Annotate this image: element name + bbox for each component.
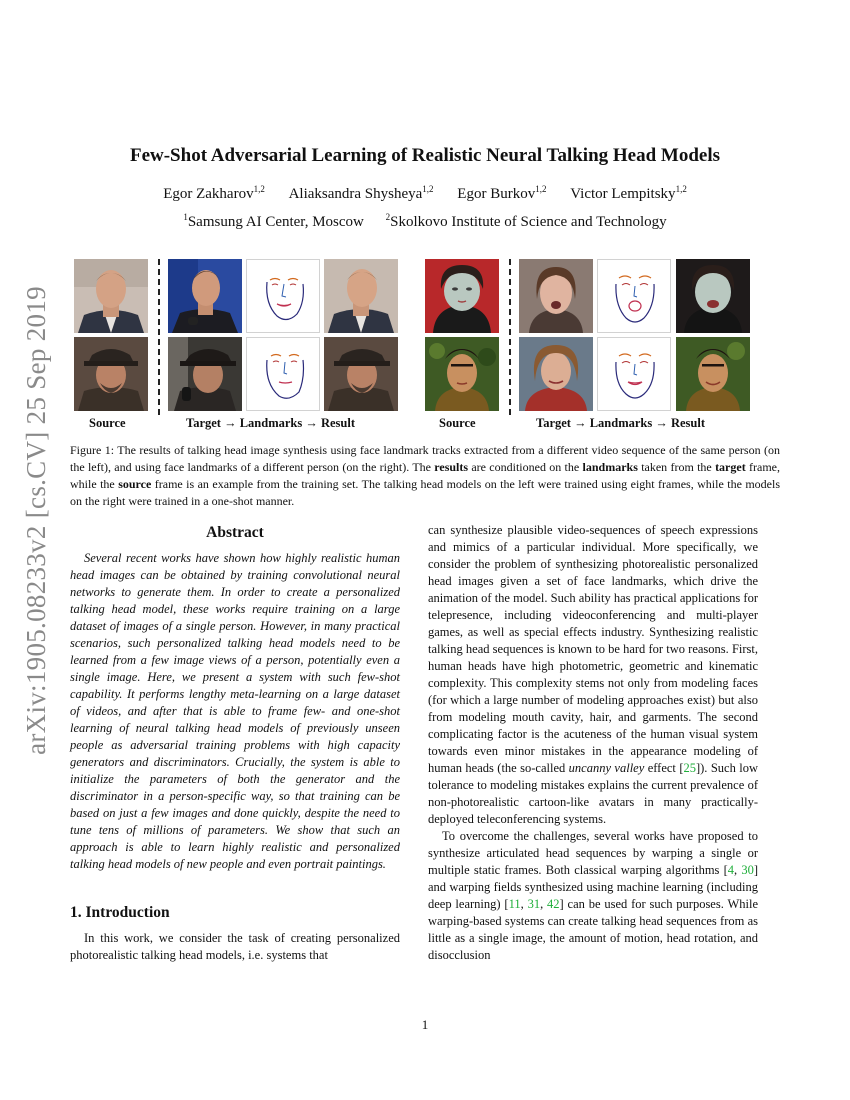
target-photo	[519, 259, 593, 333]
figure-label-target-landmarks-result: Target → Landmarks → Result	[536, 416, 706, 430]
citation-link[interactable]: 11	[508, 897, 521, 911]
body-paragraph: To overcome the challenges, several works have proposed to synthesize articulated head sequences by warping a single or multiple static frames. Both classical warping algorithms [4, 30] and warping fields synthesized using machine learning (including deep learning) [11, 31, 42] can be used for such purposes. While warping-based systems can create talking head sequences from as little as a single image, the amount of motion, head rotation, and disocclusion	[428, 829, 759, 962]
abstract-heading: Abstract	[206, 524, 264, 541]
abstract-text: Several recent works have shown how highly realistic human head images can be obtained by training convolutional neural networks to generate them. In order to create a personalized talking head model, these works require training on a large dataset of images of a single person. However, in many practical scenarios, such personalized talking head models need to be learned from a few image views of a person, potentially even a single image. Here, we present a system with such few-shot capability. It performs lengthy meta-learning on a large dataset of videos, and after that is able to frame few- and one-shot learning of neural talking head models of previously unseen people as adversarial training problems with high capacity generators and discriminators. Crucially, the system is able to initialize the parameters of both the generator and the discriminator in a person-specific way, so that training can be based on just a few images and done quickly, despite the need to tune tens of millions of parameters. We show that such an approach is able to learn highly realistic and personalized talking head models of new people and even portrait paintings.	[70, 551, 400, 871]
result-photo	[324, 259, 398, 333]
affiliation: $^1$Samsung AI Center, Moscow	[183, 212, 364, 230]
arxiv-stamp-text: arXiv:1905.08233v2 [cs.CV] 25 Sep 2019	[20, 285, 51, 755]
result-painting	[676, 337, 750, 411]
citation-link[interactable]: 30	[741, 863, 754, 877]
figure-label-source: Source	[439, 416, 476, 430]
figure-separator-left	[158, 259, 160, 415]
figure-separator-right	[509, 259, 511, 415]
result-photo	[324, 337, 398, 411]
figure-label-source: Source	[89, 416, 126, 430]
affiliation: $^2$Skolkovo Institute of Science and Technology	[385, 212, 667, 230]
source-photo	[74, 259, 148, 333]
landmarks-sketch	[597, 259, 671, 333]
target-photo	[519, 337, 593, 411]
source-photo	[74, 337, 148, 411]
target-photo	[168, 259, 242, 333]
page-number: 1	[421, 1017, 429, 1032]
landmarks-sketch	[246, 259, 320, 333]
citation-link[interactable]: 31	[527, 897, 541, 911]
body-paragraph: can synthesize plausible video-sequences of speech expressions and mimics of a particular individual. More specifically, we consider the problem of synthesizing photorealistic personalized head images given a set of face landmarks, which drive the animation of the model. Such ability has practical applications for telepresence, including videoconferencing and multi-player games, as well as special effects industry. Synthesizing realistic talking head sequences is known to be hard for two reasons. First, human heads have high photometric, geometric and kinematic complexity. This complexity stems not only from modeling faces (for which a large number of modeling approaches exist) but also from modeling mouth cavity, hair, and garments. The second complicating factor is the acuteness of the human visual system towards even minor mistakes in the appearance modeling of human heads (the so-called uncanny valley effect [25]). Such low tolerance to modeling mistakes explains the current prevalence of non-photorealistic cartoon-like avatars in many practically-deployed teleconferencing systems.	[428, 523, 759, 826]
author: Aliaksandra Shysheya$^{1,2}$	[288, 184, 434, 202]
citation-link[interactable]: 25	[683, 761, 696, 775]
introduction-paragraph: In this work, we consider the task of creating personalized photorealistic talking head models, i.e. systems that	[70, 931, 400, 962]
source-painting	[425, 259, 499, 333]
author: Egor Burkov$^{1,2}$	[457, 184, 547, 202]
target-photo	[168, 337, 242, 411]
author: Egor Zakharov$^{1,2}$	[163, 184, 265, 202]
right-column	[428, 522, 758, 964]
author: Victor Lempitsky$^{1,2}$	[570, 184, 687, 202]
citation-link[interactable]: 42	[547, 897, 560, 911]
left-column	[70, 522, 400, 964]
figure-caption: Figure 1: The results of talking head image synthesis using face landmark tracks extracted from a different video sequence of the same person (on the left), and using face landmarks of a different person (on the right). The results are conditioned on the landmarks taken from the target frame, while the source frame is an example from the training set. The talking head models on the left were trained using eight frames, while the models on the right were trained in a one-shot manner.	[70, 443, 780, 508]
landmarks-sketch	[246, 337, 320, 411]
affiliations	[0, 214, 850, 231]
source-painting	[425, 337, 499, 411]
figure-label-target-landmarks-result: Target → Landmarks → Result	[186, 416, 356, 430]
citation-link[interactable]: 4	[727, 863, 735, 877]
landmarks-sketch	[597, 337, 671, 411]
introduction-heading: 1. Introduction	[70, 904, 170, 921]
arxiv-stamp	[18, 285, 54, 755]
author-list	[0, 186, 850, 203]
result-painting	[676, 259, 750, 333]
paper-title: Few-Shot Adversarial Learning of Realistic Neural Talking Head Models	[129, 145, 721, 166]
